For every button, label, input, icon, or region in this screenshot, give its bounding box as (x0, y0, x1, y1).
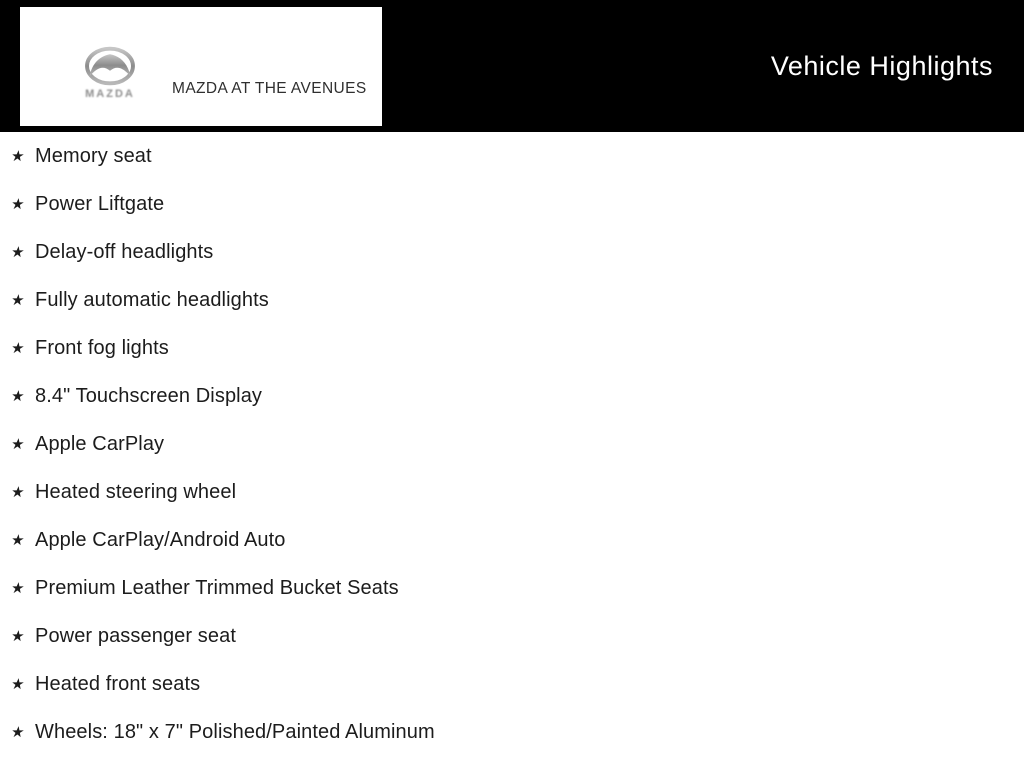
dealer-name: MAZDA AT THE AVENUES (172, 80, 367, 97)
list-item (0, 324, 1024, 372)
list-item (0, 708, 1024, 756)
dealer-logo (20, 7, 382, 126)
list-item-label: Premium Leather Trimmed Bucket Seats (35, 576, 399, 599)
list-item-label: Fully automatic headlights (35, 288, 269, 311)
list-item-label: Heated steering wheel (35, 480, 237, 503)
page-title: Vehicle Highlights (770, 51, 993, 81)
star-bullet-icon: ★ (9, 531, 26, 549)
list-item (0, 516, 1024, 564)
list-item-label: Wheels: 18" x 7" Polished/Painted Aluminum (35, 720, 435, 743)
list-item-label: Power Liftgate (35, 192, 165, 215)
list-item (0, 660, 1024, 708)
mazda-wordmark: MAZDA (85, 88, 135, 100)
star-bullet-icon: ★ (9, 723, 26, 741)
star-bullet-icon: ★ (9, 483, 26, 501)
list-item-label: Delay-off headlights (35, 240, 214, 263)
list-item-label: Power passenger seat (35, 624, 237, 647)
list-item (0, 468, 1024, 516)
header-bar (0, 0, 1024, 132)
mazda-logo-block (82, 44, 138, 100)
star-bullet-icon: ★ (9, 579, 26, 597)
star-bullet-icon: ★ (9, 195, 26, 213)
list-item (0, 420, 1024, 468)
list-item-label: Heated front seats (35, 672, 201, 695)
list-item (0, 564, 1024, 612)
list-item-label: Memory seat (35, 144, 152, 167)
mazda-emblem-icon (84, 44, 136, 88)
star-bullet-icon: ★ (9, 675, 26, 693)
list-item-label: 8.4" Touchscreen Display (35, 384, 263, 407)
list-item (0, 180, 1024, 228)
list-item-label: Apple CarPlay (35, 432, 165, 455)
star-bullet-icon: ★ (9, 435, 26, 453)
list-item (0, 372, 1024, 420)
star-bullet-icon: ★ (9, 387, 26, 405)
star-bullet-icon: ★ (9, 339, 26, 357)
list-item (0, 132, 1024, 180)
star-bullet-icon: ★ (9, 627, 26, 645)
star-bullet-icon: ★ (9, 291, 26, 309)
list-item (0, 228, 1024, 276)
list-item-label: Apple CarPlay/Android Auto (35, 528, 286, 551)
list-item-label: Front fog lights (35, 336, 169, 359)
star-bullet-icon: ★ (9, 243, 26, 261)
list-item (0, 612, 1024, 660)
highlights-list (0, 132, 1024, 756)
star-bullet-icon: ★ (9, 147, 26, 165)
list-item (0, 276, 1024, 324)
